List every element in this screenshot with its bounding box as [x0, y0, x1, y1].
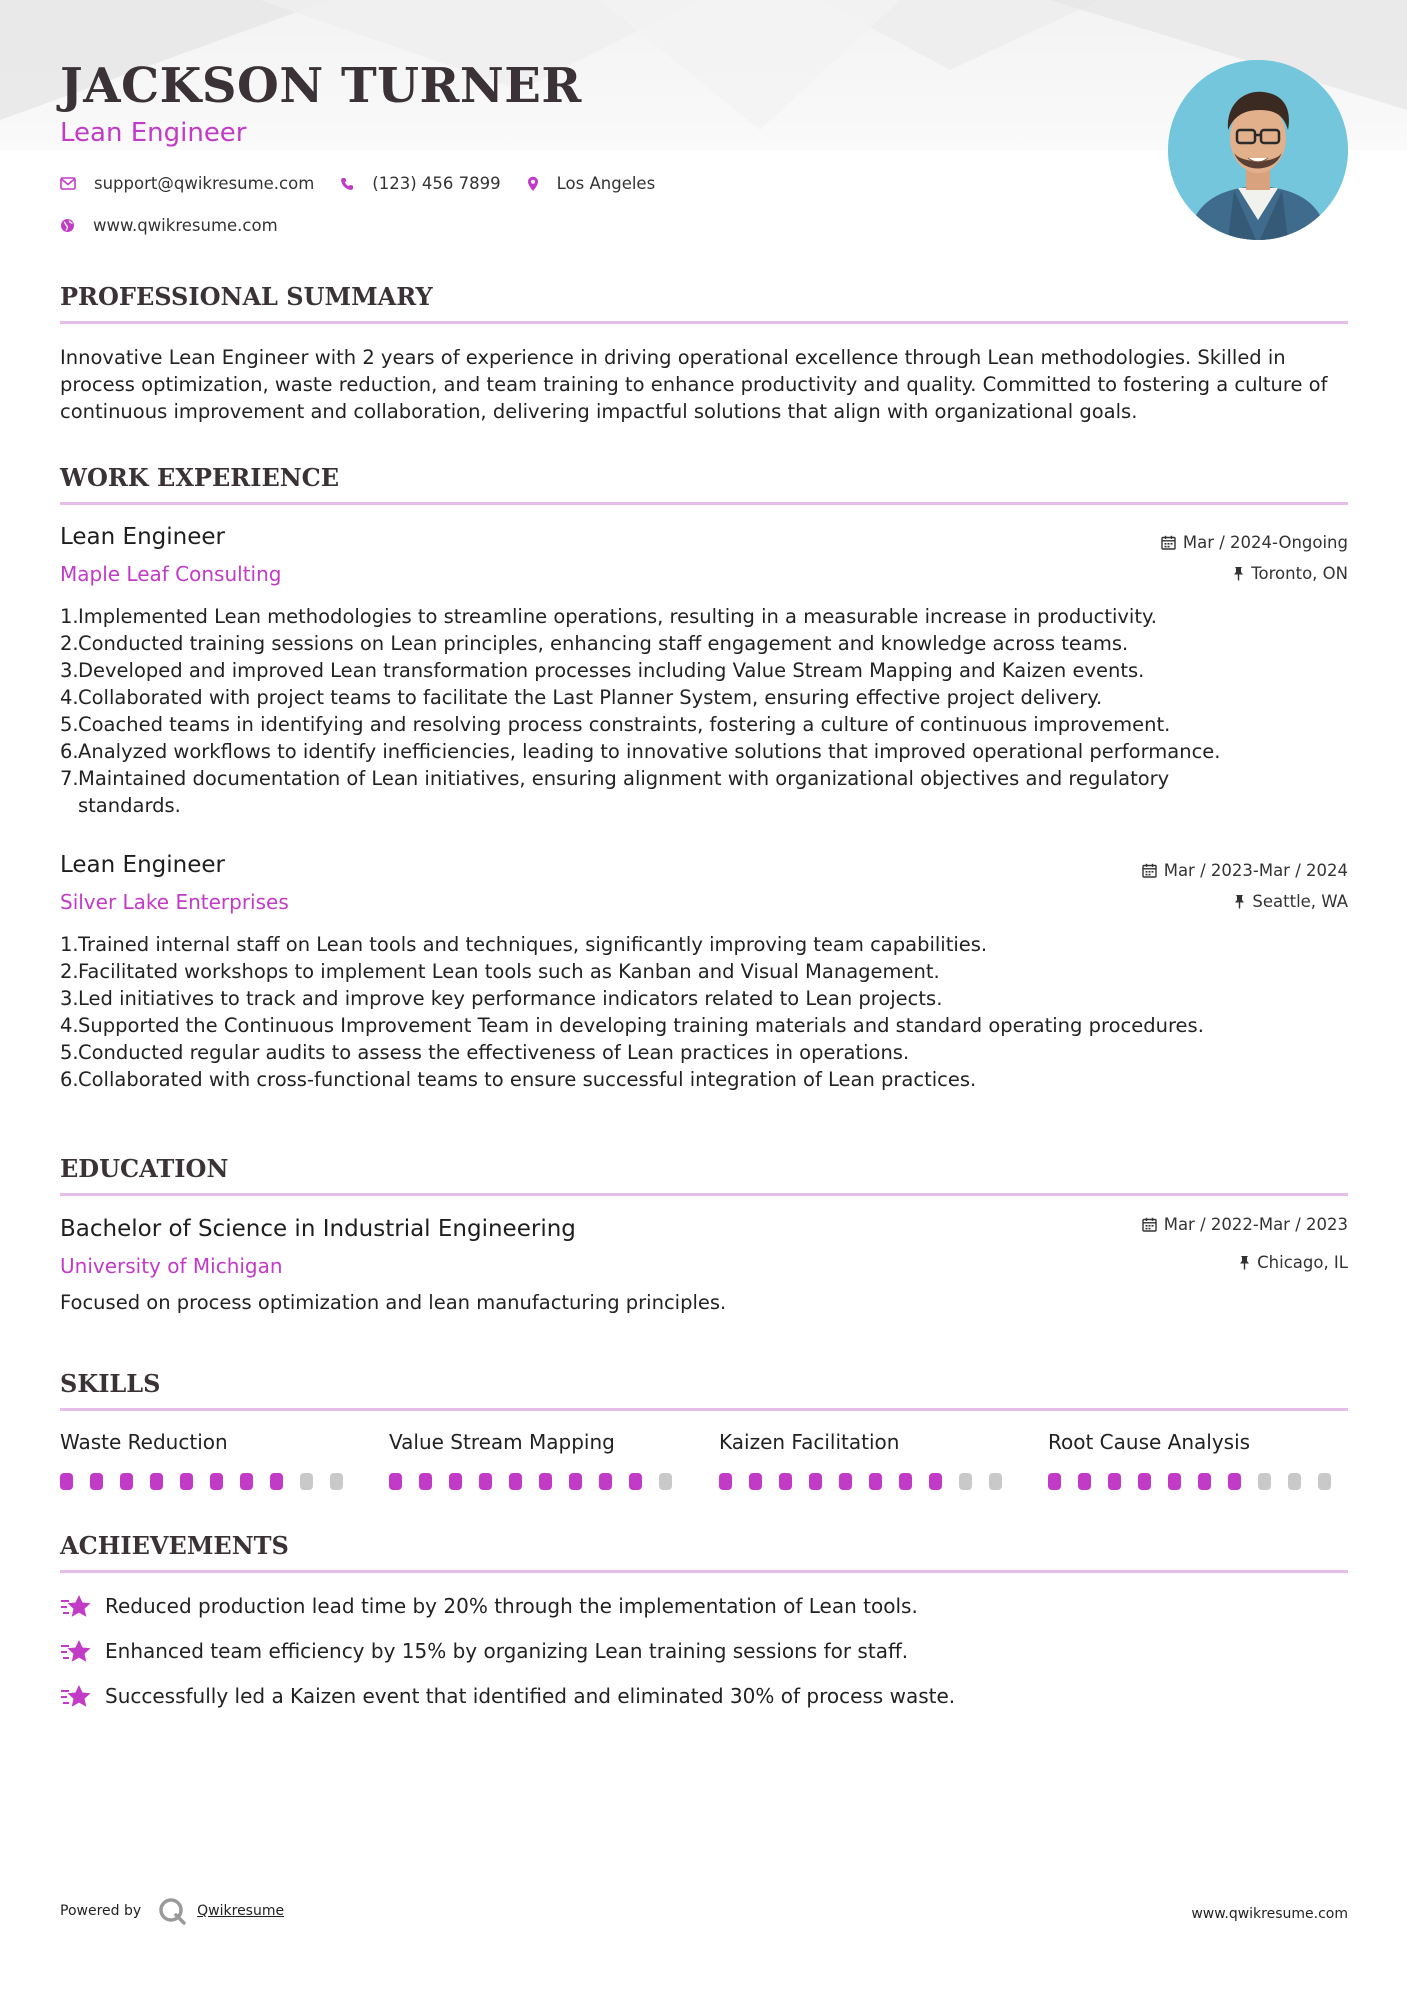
skill-dot-filled — [1108, 1473, 1121, 1490]
avatar — [1168, 60, 1348, 240]
skill-dot-filled — [1048, 1473, 1061, 1490]
skill-dot-filled — [599, 1473, 612, 1490]
skill-dot-empty — [1288, 1473, 1301, 1490]
summary-divider — [60, 321, 1348, 324]
website-row — [60, 216, 304, 235]
experience-heading: WORK EXPERIENCE — [60, 463, 340, 492]
skill-name: Waste Reduction — [60, 1430, 228, 1454]
skill-dot-filled — [180, 1473, 193, 1490]
skill-dot-filled — [210, 1473, 223, 1490]
education-location — [1239, 1253, 1348, 1272]
list-item: 3. Developed and improved Lean transformation processes including Value Stream Mapping and Kaizen events. — [60, 659, 1145, 682]
education-dates-text: Mar / 2022-Mar / 2023 — [1163, 1215, 1348, 1234]
school-name: University of Michigan — [60, 1254, 283, 1278]
skill-dot-filled — [120, 1473, 133, 1490]
summary-heading: PROFESSIONAL SUMMARY — [60, 282, 433, 311]
contact-email[interactable] — [60, 174, 314, 193]
skill-item — [1048, 1430, 1348, 1490]
skill-dot-filled — [1078, 1473, 1091, 1490]
education-location-text: Chicago, IL — [1257, 1253, 1348, 1272]
pushpin-icon — [1234, 894, 1245, 909]
map-pin-icon — [527, 176, 539, 192]
pushpin-icon — [1239, 1255, 1250, 1270]
skill-dot-filled — [869, 1473, 882, 1490]
job-bullets — [60, 603, 1350, 819]
list-item: 2. Facilitated workshops to implement Lean tools such as Kanban and Visual Management. — [60, 960, 940, 983]
skill-dot-filled — [839, 1473, 852, 1490]
calendar-icon — [1142, 1217, 1157, 1232]
job-location — [1233, 564, 1348, 583]
calendar-icon — [1142, 863, 1157, 878]
skill-dot-filled — [270, 1473, 283, 1490]
phone-icon — [340, 177, 354, 191]
skill-name: Value Stream Mapping — [389, 1430, 615, 1454]
achievements-heading: ACHIEVEMENTS — [60, 1531, 289, 1560]
skill-name: Kaizen Facilitation — [719, 1430, 900, 1454]
education-heading: EDUCATION — [60, 1154, 229, 1183]
education-description: Focused on process optimization and lean manufacturing principles. — [60, 1291, 727, 1314]
skill-dot-filled — [240, 1473, 253, 1490]
skill-rating — [60, 1473, 360, 1490]
skill-dot-filled — [449, 1473, 462, 1490]
skills-heading: SKILLS — [60, 1369, 161, 1398]
skill-dot-filled — [1168, 1473, 1181, 1490]
list-item: 4. Collaborated with project teams to facilitate the Last Planner System, ensuring effective project delivery. — [60, 686, 1103, 709]
star-icon — [60, 1638, 92, 1664]
skill-dot-filled — [569, 1473, 582, 1490]
skill-rating — [719, 1473, 1019, 1490]
skill-dot-filled — [509, 1473, 522, 1490]
skill-dot-filled — [1138, 1473, 1151, 1490]
list-item: 3. Led initiatives to track and improve key performance indicators related to Lean projects. — [60, 987, 943, 1010]
contact-location — [527, 174, 656, 193]
degree-title: Bachelor of Science in Industrial Engineering — [60, 1216, 576, 1242]
skill-dot-empty — [300, 1473, 313, 1490]
job-bullets — [60, 931, 1350, 1093]
contact-website[interactable] — [60, 216, 278, 235]
job-dates-text: Mar / 2023-Mar / 2024 — [1163, 861, 1348, 880]
calendar-icon — [1161, 535, 1176, 550]
company-name: Silver Lake Enterprises — [60, 890, 289, 914]
globe-icon — [60, 218, 75, 233]
skill-item — [60, 1430, 360, 1490]
skill-dot-empty — [1258, 1473, 1271, 1490]
skill-dot-filled — [539, 1473, 552, 1490]
skill-dot-empty — [330, 1473, 343, 1490]
skill-name: Root Cause Analysis — [1048, 1430, 1251, 1454]
skill-rating — [1048, 1473, 1348, 1490]
website-text: www.qwikresume.com — [93, 216, 278, 235]
list-item: 5. Coached teams in identifying and resolving process constraints, fostering a culture of continuous improvement. — [60, 713, 1171, 736]
achievement-text: Successfully led a Kaizen event that identified and eliminated 30% of process waste. — [105, 1684, 956, 1708]
candidate-role: Lean Engineer — [60, 118, 247, 148]
skill-item — [719, 1430, 1019, 1490]
profile-photo — [1168, 60, 1348, 240]
contact-row — [60, 174, 681, 193]
skill-dot-filled — [60, 1473, 73, 1490]
skill-dot-filled — [749, 1473, 762, 1490]
skills-divider — [60, 1408, 1348, 1411]
envelope-icon — [60, 177, 76, 190]
footer-website[interactable]: www.qwikresume.com — [1191, 1906, 1348, 1922]
skill-dot-filled — [899, 1473, 912, 1490]
job-dates — [1142, 861, 1348, 880]
education-divider — [60, 1193, 1348, 1196]
skill-dot-filled — [809, 1473, 822, 1490]
skill-dot-filled — [150, 1473, 163, 1490]
skill-dot-filled — [719, 1473, 732, 1490]
job-location-text: Seattle, WA — [1252, 892, 1348, 911]
pushpin-icon — [1233, 566, 1244, 581]
phone-text: (123) 456 7899 — [372, 174, 501, 193]
skill-dot-filled — [90, 1473, 103, 1490]
skill-dot-filled — [929, 1473, 942, 1490]
skill-dot-empty — [959, 1473, 972, 1490]
skill-dot-empty — [659, 1473, 672, 1490]
achievement-item — [60, 1638, 908, 1664]
job-location-text: Toronto, ON — [1251, 564, 1348, 583]
education-dates — [1142, 1215, 1348, 1234]
star-icon — [60, 1593, 92, 1619]
job-dates — [1161, 533, 1348, 552]
brand-link[interactable]: Qwikresume — [197, 1903, 285, 1919]
experience-divider — [60, 502, 1348, 505]
contact-phone[interactable] — [340, 174, 500, 193]
company-name: Maple Leaf Consulting — [60, 562, 282, 586]
skill-dot-empty — [1318, 1473, 1331, 1490]
job-dates-text: Mar / 2024-Ongoing — [1182, 533, 1348, 552]
achievement-item — [60, 1593, 918, 1619]
achievement-item — [60, 1683, 955, 1709]
job-title: Lean Engineer — [60, 524, 225, 550]
skill-dot-filled — [419, 1473, 432, 1490]
list-item: 1. Implemented Lean methodologies to streamline operations, resulting in a measurable increase in productivity. — [60, 605, 1157, 628]
list-item: 6. Collaborated with cross-functional teams to ensure successful integration of Lean practices. — [60, 1068, 977, 1091]
summary-text: Innovative Lean Engineer with 2 years of experience in driving operational excellence through Lean methodologies. Skilled in process optimization, waste reduction, and team training to enhance productivity and quality. Committed to fostering a culture of continuous improvement and collaboration, delivering impactful solutions that align with organizational goals. — [60, 346, 1328, 423]
qwikresume-logo-icon — [157, 1896, 187, 1926]
list-item: 5. Conducted regular audits to assess the effectiveness of Lean practices in operations. — [60, 1041, 910, 1064]
list-item: 7. Maintained documentation of Lean initiatives, ensuring alignment with organizational objectives and regulatory standards. — [60, 767, 1170, 817]
skill-rating — [389, 1473, 689, 1490]
list-item: 2. Conducted training sessions on Lean principles, enhancing staff engagement and knowledge across teams. — [60, 632, 1129, 655]
location-text: Los Angeles — [556, 174, 656, 193]
achievement-text: Enhanced team efficiency by 15% by organizing Lean training sessions for staff. — [105, 1639, 909, 1663]
skill-dot-filled — [1228, 1473, 1241, 1490]
skill-dot-filled — [389, 1473, 402, 1490]
skill-item — [389, 1430, 689, 1490]
skill-dot-empty — [989, 1473, 1002, 1490]
job-location — [1234, 892, 1348, 911]
achievements-divider — [60, 1570, 1348, 1573]
powered-by-label: Powered by — [60, 1903, 142, 1919]
skill-dot-filled — [479, 1473, 492, 1490]
list-item: 6. Analyzed workflows to identify inefficiencies, leading to innovative solutions that improved operational performance. — [60, 740, 1221, 763]
candidate-name: JACKSON TURNER — [60, 58, 582, 114]
footer-powered-by — [60, 1896, 284, 1926]
skill-dot-filled — [629, 1473, 642, 1490]
star-icon — [60, 1683, 92, 1709]
email-text: support@qwikresume.com — [94, 174, 315, 193]
achievement-text: Reduced production lead time by 20% through the implementation of Lean tools. — [105, 1594, 918, 1618]
skill-dot-filled — [1198, 1473, 1211, 1490]
skill-dot-filled — [779, 1473, 792, 1490]
list-item: 4. Supported the Continuous Improvement Team in developing training materials and standard operating procedures. — [60, 1014, 1204, 1037]
list-item: 1. Trained internal staff on Lean tools and techniques, significantly improving team capabilities. — [60, 933, 988, 956]
job-title: Lean Engineer — [60, 852, 225, 878]
